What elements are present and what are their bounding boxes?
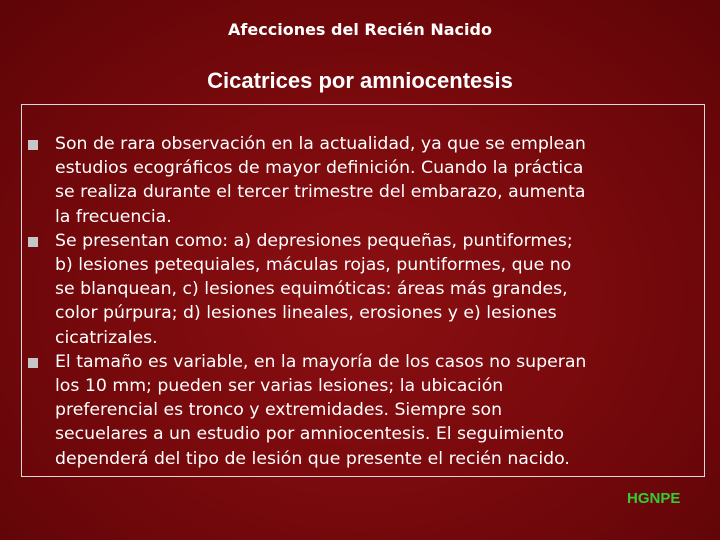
bullet-3-line-5: dependerá del tipo de lesión que presente el recién nacido. — [55, 448, 570, 469]
square-bullet-icon — [28, 237, 38, 247]
bullet-item-2 — [28, 229, 708, 350]
bullet-2-line-3: se blanquean, c) lesiones equimóticas: áreas más grandes, — [55, 279, 568, 300]
bullet-3-line-1: El tamaño es variable, en la mayoría de los casos no superan — [55, 351, 587, 372]
bullet-1-line-2: estudios ecográficos de mayor definición. Cuando la práctica — [55, 158, 584, 179]
bullet-item-1 — [28, 132, 708, 229]
footer-mark: HGNPE — [627, 490, 681, 507]
square-bullet-icon — [28, 140, 38, 150]
bullet-2-line-5: cicatrizales. — [55, 327, 158, 348]
bullet-1-line-3: se realiza durante el tercer trimestre del embarazo, aumenta — [55, 182, 586, 203]
bullet-list — [28, 132, 708, 471]
bullet-2-line-2: b) lesiones petequiales, máculas rojas, puntiformes, que no — [55, 255, 572, 276]
course-title: Afecciones del Recién Nacido — [228, 20, 492, 39]
bullet-2-line-4: color púrpura; d) lesiones lineales, erosiones y e) lesiones — [55, 303, 557, 324]
square-bullet-icon — [28, 358, 38, 368]
bullet-3-line-3: preferencial es tronco y extremidades. Siempre son — [55, 400, 503, 421]
bullet-3-line-2: los 10 mm; pueden ser varias lesiones; la ubicación — [55, 376, 504, 397]
bullet-1-line-1: Son de rara observación en la actualidad, ya que se emplean — [55, 134, 586, 154]
bullet-3-line-4: secuelares a un estudio por amniocentesis. El seguimiento — [55, 424, 564, 445]
slide-title: Cicatrices por amniocentesis — [207, 68, 513, 93]
bullet-2-line-1: Se presentan como: a) depresiones pequeñas, puntiformes; — [55, 230, 573, 251]
bullet-1-line-4: la frecuencia. — [55, 206, 172, 227]
bullet-item-3 — [28, 350, 708, 471]
